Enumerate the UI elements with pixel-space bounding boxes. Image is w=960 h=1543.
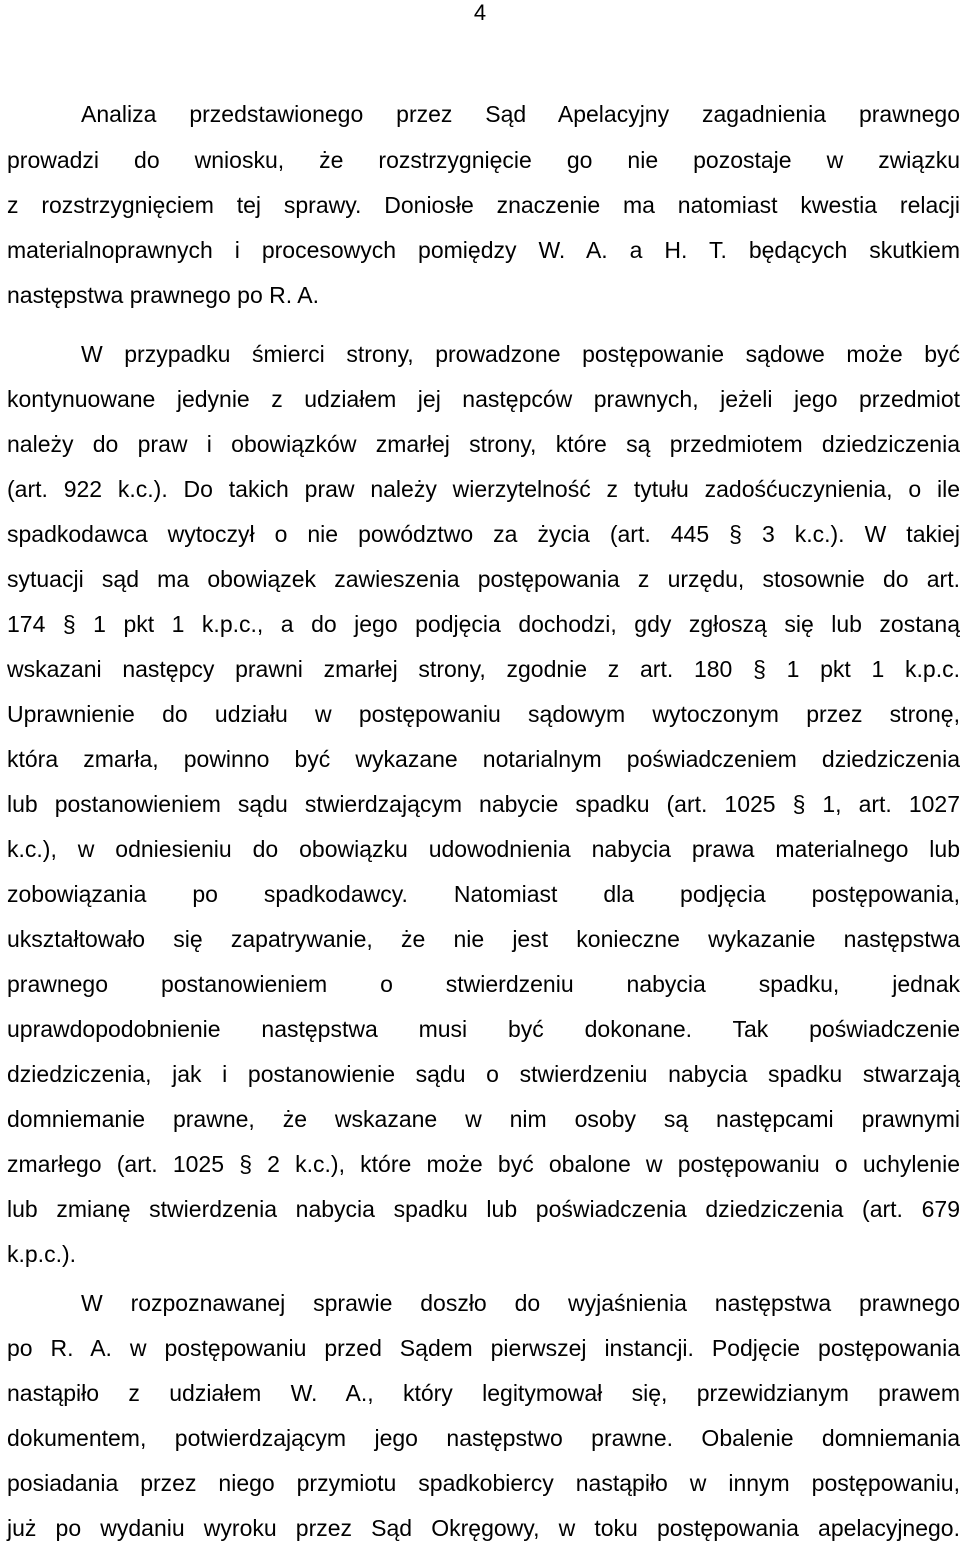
text-line: lub postanowieniem sądu stwierdzającym nabycie spadku (art. 1025 § 1, art. 1027 [7, 791, 960, 817]
text-line: k.p.c.). [7, 1241, 77, 1267]
text-line: prowadzi do wniosku, że rozstrzygnięcie go nie pozostaje w związku [7, 147, 960, 173]
text-line: k.c.), w odniesieniu do obowiązku udowodnienia nabycia prawa materialnego lub [7, 836, 960, 862]
text-line: W rozpoznawanej sprawie doszło do wyjaśnienia następstwa prawnego [81, 1290, 960, 1316]
text-line: domniemanie prawne, że wskazane w nim osoby są następcami prawnymi [7, 1106, 960, 1132]
text-line: dziedziczenia, jak i postanowienie sądu o stwierdzeniu nabycia spadku stwarzają [7, 1061, 960, 1087]
text-line: z rozstrzygnięciem tej sprawy. Doniosłe znaczenie ma natomiast kwestia relacji [7, 192, 960, 218]
text-line: Uprawnienie do udziału w postępowaniu sądowym wytoczonym przez stronę, [7, 701, 960, 727]
text-line: Analiza przedstawionego przez Sąd Apelacyjny zagadnienia prawnego [81, 101, 960, 127]
text-line: należy do praw i obowiązków zmarłej strony, które są przedmiotem dziedziczenia [7, 431, 960, 457]
text-line: prawnego postanowieniem o stwierdzeniu nabycia spadku, jednak [7, 971, 960, 997]
text-line: po R. A. w postępowaniu przed Sądem pierwszej instancji. Podjęcie postępowania [7, 1335, 960, 1361]
text-line: 174 § 1 pkt 1 k.p.c., a do jego podjęcia dochodzi, gdy zgłoszą się lub zostaną [7, 611, 960, 637]
text-line: wskazani następcy prawni zmarłej strony, zgodnie z art. 180 § 1 pkt 1 k.p.c. [7, 656, 960, 682]
text-line: zmarłego (art. 1025 § 2 k.c.), które może być obalone w postępowaniu o uchylenie [7, 1151, 960, 1177]
text-line: dokumentem, potwierdzającym jego następstwo prawne. Obalenie domniemania [7, 1425, 960, 1451]
text-line: już po wydaniu wyroku przez Sąd Okręgowy, w toku postępowania apelacyjnego. [7, 1515, 960, 1541]
text-line: nastąpiło z udziałem W. A., który legitymował się, przewidzianym prawem [7, 1380, 960, 1406]
text-line: która zmarła, powinno być wykazane notarialnym poświadczeniem dziedziczenia [7, 746, 960, 772]
text-line: posiadania przez niego przymiotu spadkobiercy nastąpiło w innym postępowaniu, [7, 1470, 960, 1496]
text-line: spadkodawca wytoczył o nie powództwo za życia (art. 445 § 3 k.c.). W takiej [7, 521, 960, 547]
text-line: kontynuowane jedynie z udziałem jej następców prawnych, jeżeli jego przedmiot [7, 386, 960, 412]
text-line: W przypadku śmierci strony, prowadzone postępowanie sądowe może być [81, 341, 960, 367]
text-line: ukształtowało się zapatrywanie, że nie jest konieczne wykazanie następstwa [7, 926, 960, 952]
text-line: następstwa prawnego po R. A. [7, 282, 319, 308]
text-line: lub zmianę stwierdzenia nabycia spadku lub poświadczenia dziedziczenia (art. 679 [7, 1196, 960, 1222]
text-line: (art. 922 k.c.). Do takich praw należy wierzytelność z tytułu zadośćuczynienia, o ile [7, 476, 960, 502]
text-line: sytuacji sąd ma obowiązek zawieszenia postępowania z urzędu, stosownie do art. [7, 566, 960, 592]
text-line: materialnoprawnych i procesowych pomiędzy W. A. a H. T. będących skutkiem [7, 237, 960, 263]
text-line: uprawdopodobnienie następstwa musi być dokonane. Tak poświadczenie [7, 1016, 960, 1042]
text-line: zobowiązania po spadkodawcy. Natomiast dla podjęcia postępowania, [7, 881, 960, 907]
page-number: 4 [473, 0, 487, 25]
